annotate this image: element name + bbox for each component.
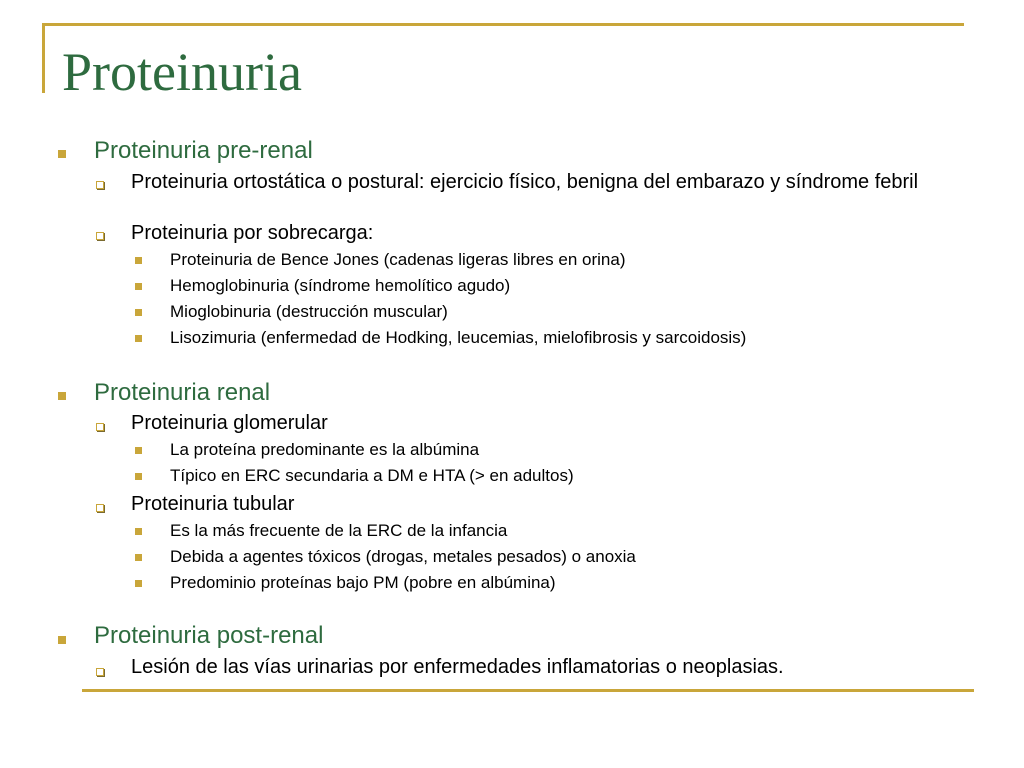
frame-top-line [42,23,964,26]
sub-list-item: Proteinuria de Bence Jones (cadenas ligeras libres en orina) [170,250,626,269]
checkbox-bullet-icon [96,668,104,676]
square-bullet-icon [135,257,142,264]
list-item: Lesión de las vías urinarias por enfermedades inflamatorias o neoplasias. [131,656,784,678]
checkbox-bullet-icon [96,232,104,240]
square-bullet-icon [58,392,66,400]
checkbox-bullet-icon [96,504,104,512]
section-heading: Proteinuria post-renal [94,622,324,649]
sub-list-item: Es la más frecuente de la ERC de la infancia [170,521,508,540]
square-bullet-icon [135,554,142,561]
sub-list-item: Debida a agentes tóxicos (drogas, metales pesados) o anoxia [170,547,636,566]
square-bullet-icon [58,150,66,158]
list-item: Proteinuria ortostática o postural: ejercicio físico, benigna del embarazo y síndrome febril [131,171,919,193]
sub-list-item: Hemoglobinuria (síndrome hemolítico agudo) [170,276,511,295]
square-bullet-icon [135,335,142,342]
square-bullet-icon [135,580,142,587]
frame-left-line [42,23,45,93]
square-bullet-icon [135,473,142,480]
section-heading: Proteinuria renal [94,379,271,406]
checkbox-bullet-icon [96,423,104,431]
sub-list-item: Mioglobinuria (destrucción muscular) [170,302,448,321]
sub-list-item: Típico en ERC secundaria a DM e HTA (> en adultos) [170,466,574,485]
slide-title: Proteinuria [62,42,302,102]
square-bullet-icon [58,636,66,644]
square-bullet-icon [135,528,142,535]
list-item: Proteinuria tubular [131,493,295,515]
sub-list-item: La proteína predominante es la albúmina [170,440,480,459]
sub-list-item: Predominio proteínas bajo PM (pobre en albúmina) [170,573,556,592]
square-bullet-icon [135,283,142,290]
frame-bottom-line [82,689,974,692]
section-heading: Proteinuria pre-renal [94,137,313,164]
square-bullet-icon [135,447,142,454]
checkbox-bullet-icon [96,181,104,189]
list-item: Proteinuria por sobrecarga: [131,222,374,244]
sub-list-item: Lisozimuria (enfermedad de Hodking, leucemias, mielofibrosis y sarcoidosis) [170,328,747,347]
list-item: Proteinuria glomerular [131,412,328,434]
square-bullet-icon [135,309,142,316]
